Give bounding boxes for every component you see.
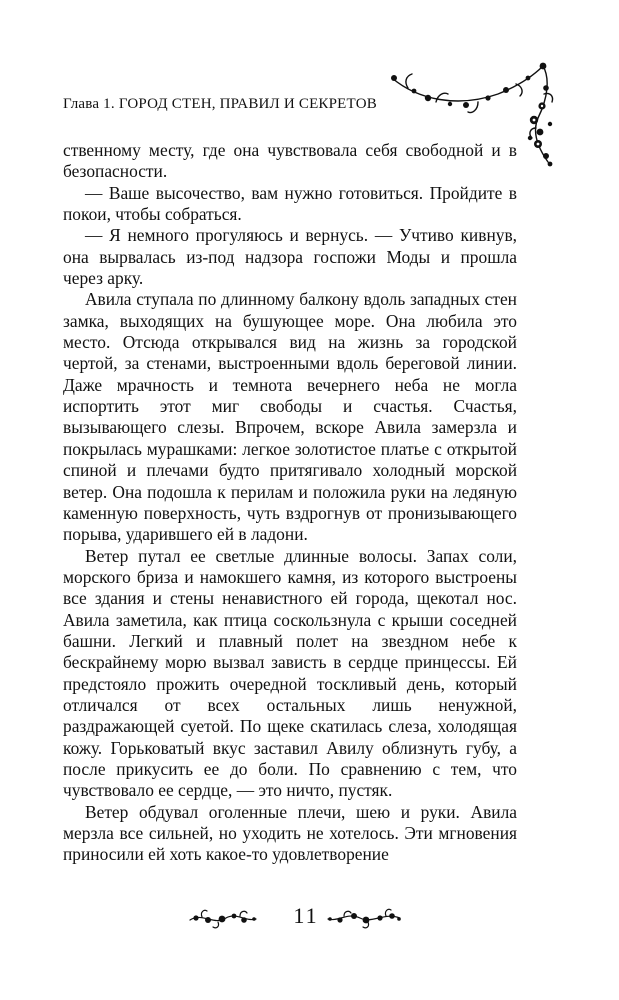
floral-flourish-left-icon xyxy=(188,908,258,930)
running-header xyxy=(63,96,443,113)
paragraph: Ветер обдувал оголенные плечи, шею и руки. Авила мерзла все сильней, но уходить не хотелось. Эти мгновения приносили ей хоть какое-то удовлетворение xyxy=(63,801,517,865)
paragraph: ственному месту, где она чувствовала себя свободной и в безопасности. xyxy=(63,140,517,182)
paragraph: Авила ступала по длинному балкону вдоль западных стен замка, выходящих на бушующее море. Она любила это место. Отсюда открывался вид на жизнь за городской чертой, за стенами, выстроенными вдоль береговой линии. Даже мрачность и темнота вечернего неба не могла испортить этот миг свободы и счастья. Счастья, вызывающего слезы. Впрочем, вскоре Авила замерзла и покрылась мурашками: легкое золотистое платье с открытой спиной и плечами будто притягивало холодный морской ветер. Она подошла к перилам и положила руки на ледяную каменную поверхность, чуть вздрогнув от пронизывающего порыва, ударившего ей в ладони. xyxy=(63,289,517,545)
paragraph: — Я немного прогуляюсь и вернусь. — Учтиво кивнув, она вырвалась из-под надзора госпожи Моды и прошла через арку. xyxy=(63,225,517,289)
paragraph: — Ваше высочество, вам нужно готовиться. Пройдите в покои, чтобы собраться. xyxy=(63,182,517,225)
body-text xyxy=(63,140,517,866)
paragraph: Ветер путал ее светлые длинные волосы. Запах соли, морского бриза и намокшего камня, из которого выстроены все здания и стены ненавистного ей города, щекотал нос. Авила заметила, как птица соскользнула с крыши соседней башни. Легкий и плавный полет на звездном небе к бескрайнему морю вызвал зависть в сердце принцессы. Ей предстояло прожить очередной тоскливый день, который отличался от всех остальных лишь ненужной, раздражающей суетой. По щеке скатилась слеза, холодящая кожу. Горьковатый вкус заставил Авилу облизнуть губу, а после прикусить ее до боли. По сравнению с тем, что чувствовало ее сердце, — это ничто, пустяк. xyxy=(63,545,517,801)
page-number: 11 xyxy=(293,903,319,928)
chapter-title: ГОРОД СТЕН, ПРАВИЛ И СЕКРЕТОВ xyxy=(118,96,377,112)
floral-flourish-right-icon xyxy=(326,908,402,930)
chapter-label: Глава 1. xyxy=(63,96,115,112)
